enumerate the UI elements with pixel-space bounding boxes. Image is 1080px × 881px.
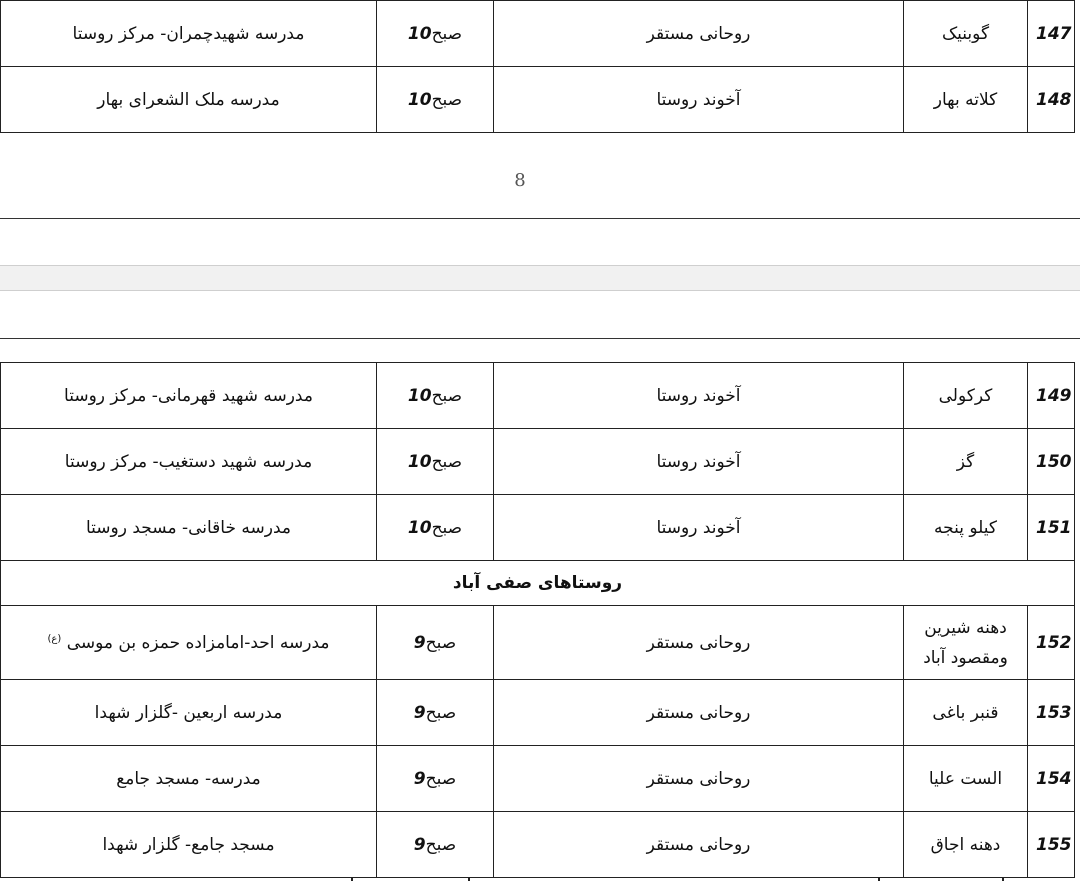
table-row — [1, 429, 1075, 495]
place-cell: مدرسه اربعین -گلزار شهدا — [1, 680, 377, 746]
page-divider — [0, 338, 1080, 339]
row-number: 152 — [1028, 606, 1075, 680]
section-title: روستاهای صفی آباد — [1, 561, 1075, 606]
page-number: 8 — [514, 170, 526, 191]
time-cell: 10صبح — [377, 1, 494, 67]
row-number: 150 — [1028, 429, 1075, 495]
page-divider — [0, 218, 1080, 219]
village-cell: الست علیا — [904, 746, 1028, 812]
table-row — [1, 1, 1075, 67]
village-cell: گز — [904, 429, 1028, 495]
host-cell: آخوند روستا — [494, 495, 904, 561]
row-number: 149 — [1028, 363, 1075, 429]
honorific-superscript: (ع) — [47, 632, 62, 644]
table-row — [1, 67, 1075, 133]
host-cell: روحانی مستقر — [494, 746, 904, 812]
row-number: 148 — [1028, 67, 1075, 133]
table-row — [1, 680, 1075, 746]
table-row — [1, 746, 1075, 812]
page-gap — [0, 265, 1080, 291]
time-cell: 10صبح — [377, 495, 494, 561]
table-row — [1, 363, 1075, 429]
village-cell: دهنه شیرین ومقصود آباد — [904, 606, 1028, 680]
schedule-table-bottom — [0, 362, 1075, 878]
place-cell: مدرسه ملک الشعرای بهار — [1, 67, 377, 133]
row-number: 155 — [1028, 812, 1075, 878]
time-cell: 10صبح — [377, 67, 494, 133]
host-cell: روحانی مستقر — [494, 606, 904, 680]
host-cell: روحانی مستقر — [494, 812, 904, 878]
place-cell: مسجد جامع- گلزار شهدا — [1, 812, 377, 878]
place-cell: مدرسه شهید دستغیب- مرکز روستا — [1, 429, 377, 495]
village-cell: کرکولی — [904, 363, 1028, 429]
table-continuation — [0, 877, 1080, 881]
table-row — [1, 812, 1075, 878]
place-cell: مدرسه خاقانی- مسجد روستا — [1, 495, 377, 561]
place-cell: مدرسه شهیدچمران- مرکز روستا — [1, 1, 377, 67]
host-cell: روحانی مستقر — [494, 680, 904, 746]
time-cell: 10صبح — [377, 429, 494, 495]
time-cell: 9صبح — [377, 680, 494, 746]
table-row — [1, 606, 1075, 680]
place-cell: مدرسه شهید قهرمانی- مرکز روستا — [1, 363, 377, 429]
row-number: 153 — [1028, 680, 1075, 746]
section-row — [1, 561, 1075, 606]
village-cell: گوبنیک — [904, 1, 1028, 67]
row-number: 154 — [1028, 746, 1075, 812]
village-cell: دهنه اجاق — [904, 812, 1028, 878]
schedule-table-top — [0, 0, 1075, 133]
place-cell: مدرسه احد-امامزاده حمزه بن موسی $^{(ع)}$ — [1, 606, 377, 680]
table-row — [1, 495, 1075, 561]
host-cell: آخوند روستا — [494, 429, 904, 495]
host-cell: روحانی مستقر — [494, 1, 904, 67]
host-cell: آخوند روستا — [494, 67, 904, 133]
host-cell: آخوند روستا — [494, 363, 904, 429]
row-number: 151 — [1028, 495, 1075, 561]
time-cell: 10صبح — [377, 363, 494, 429]
row-number: 147 — [1028, 1, 1075, 67]
place-cell: مدرسه- مسجد جامع — [1, 746, 377, 812]
time-cell: 9صبح — [377, 812, 494, 878]
village-cell: کیلو پنجه — [904, 495, 1028, 561]
time-cell: 9صبح — [377, 746, 494, 812]
village-cell: کلاته بهار — [904, 67, 1028, 133]
village-cell: قنبر باغی — [904, 680, 1028, 746]
time-cell: 9صبح — [377, 606, 494, 680]
